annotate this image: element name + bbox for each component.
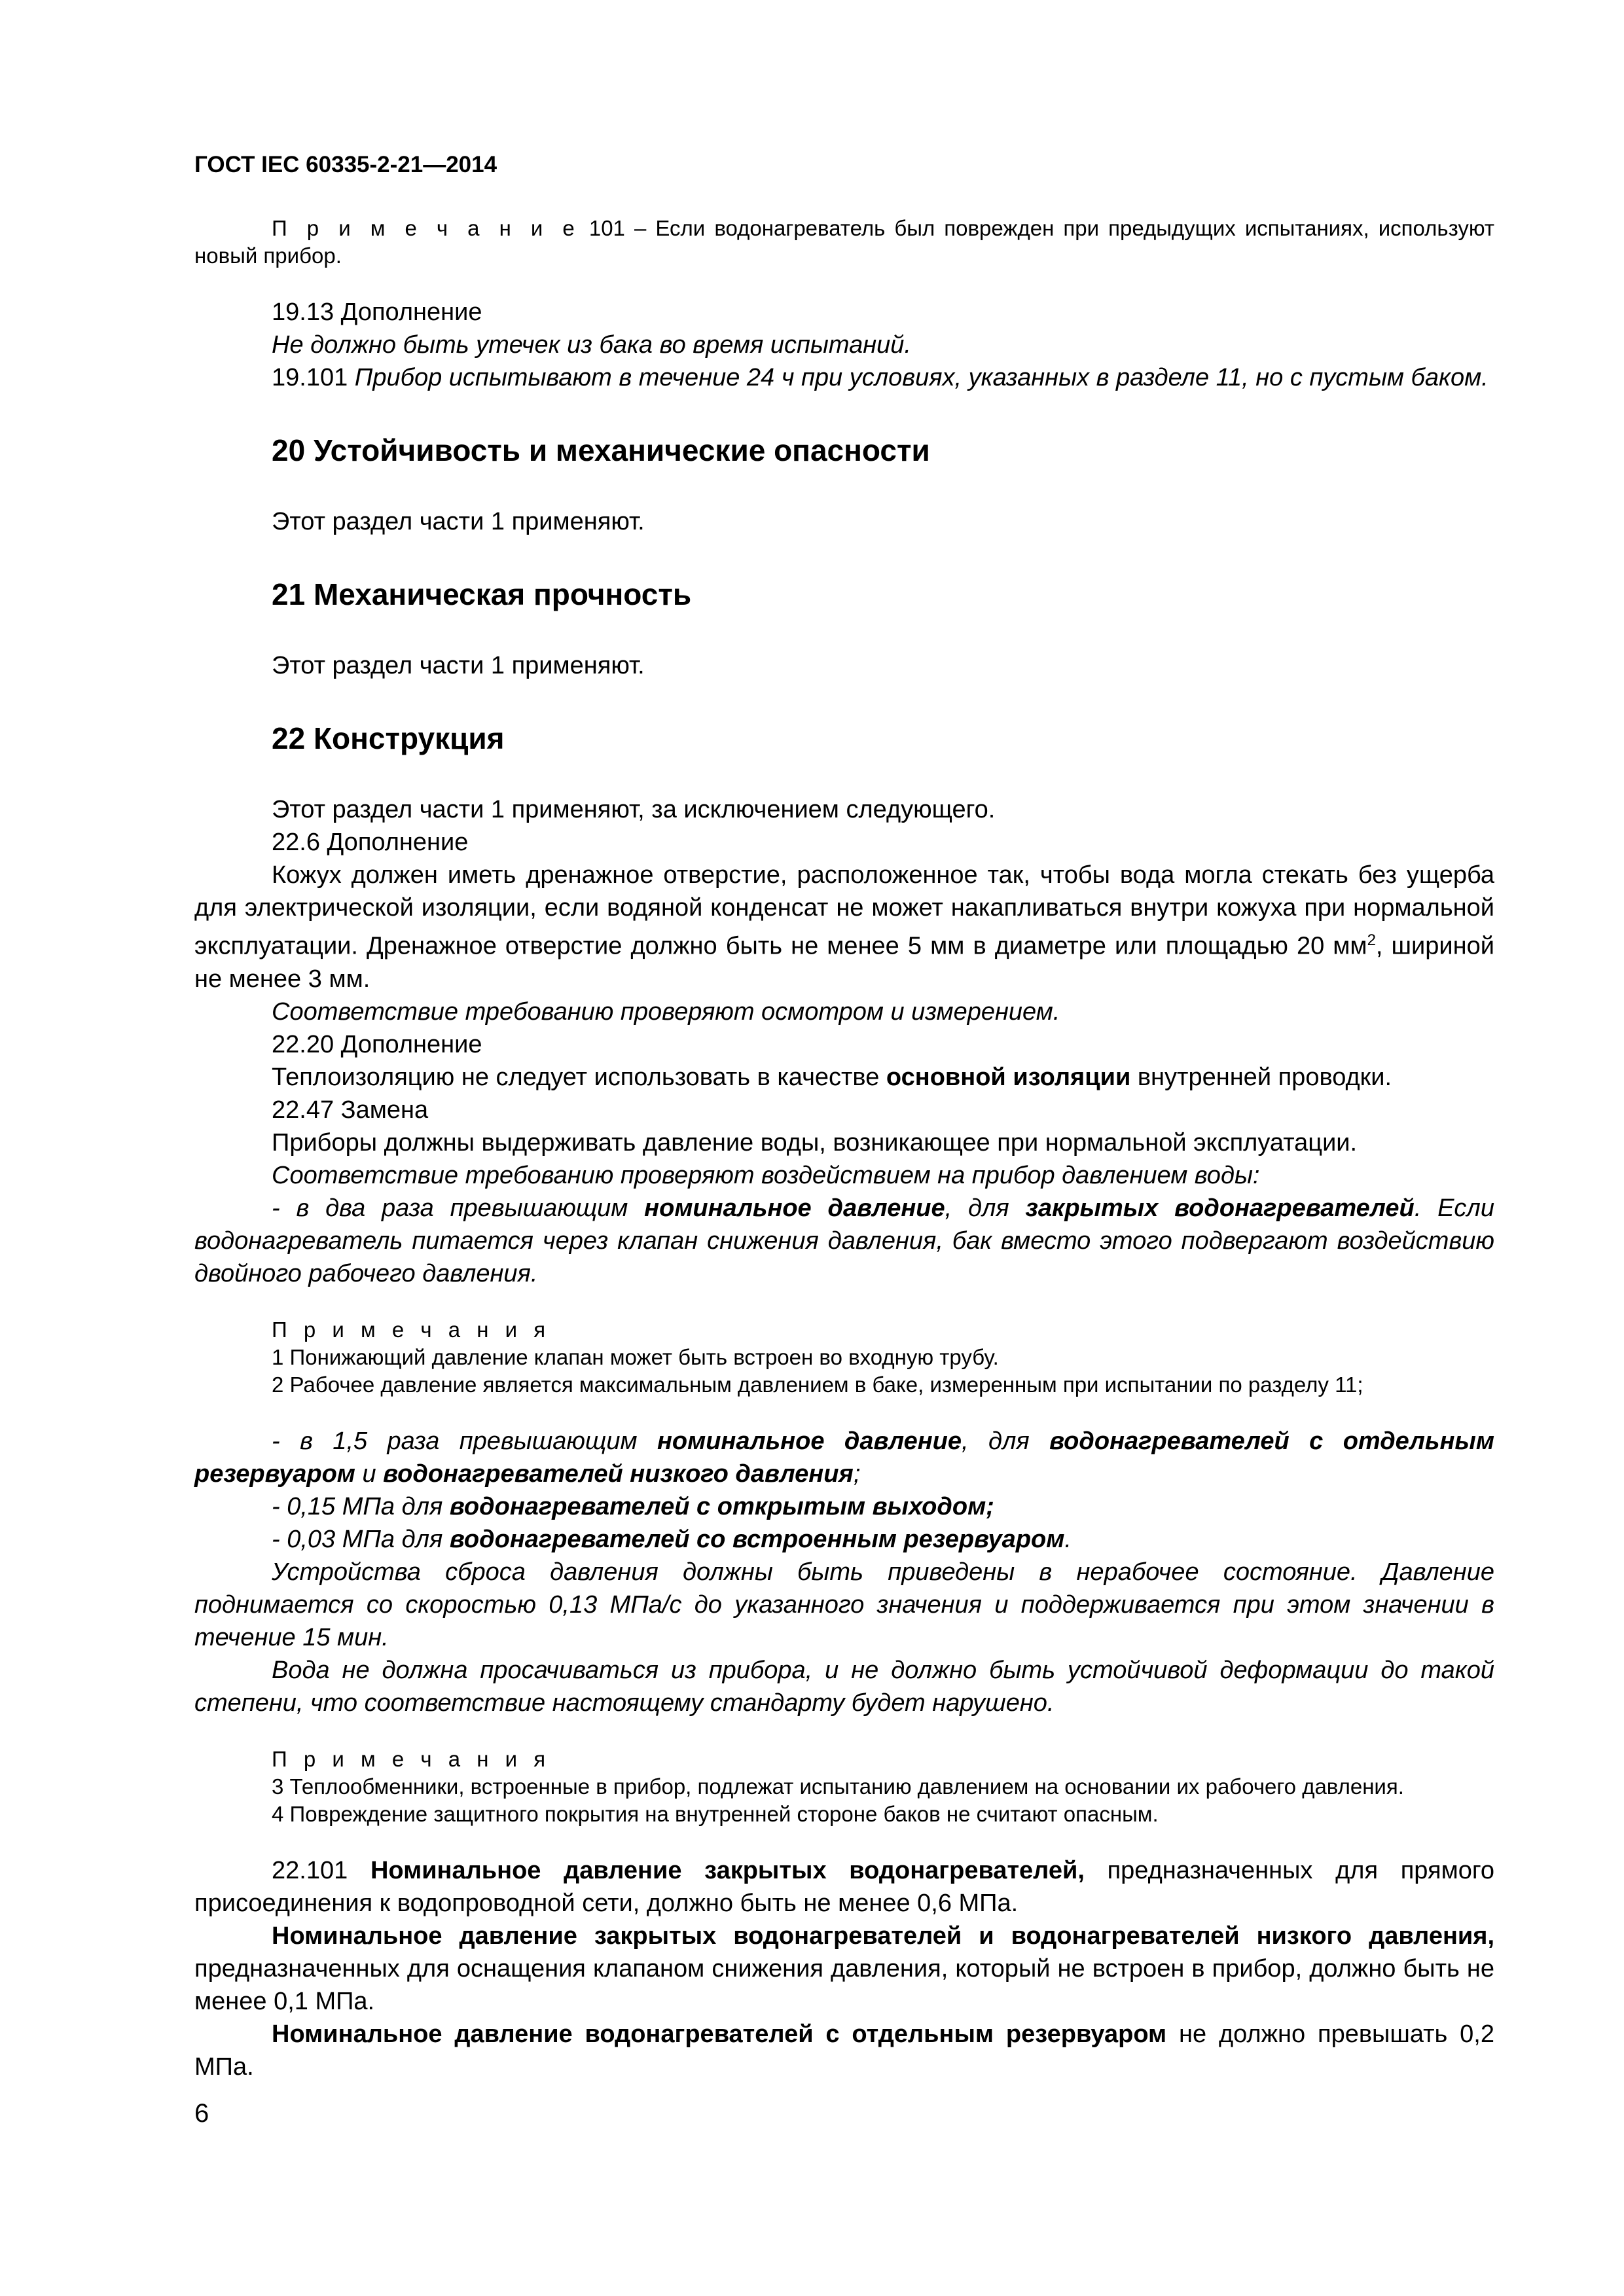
note-3: 3 Теплообменники, встроенные в прибор, подлежат испытанию давлением на основании их рабочего давления. [272, 1774, 1404, 1799]
bullet-double-pressure [194, 1192, 1494, 1290]
text-run: и [355, 1460, 384, 1488]
text-run: , для [945, 1194, 1026, 1222]
relief-devices-text: Устройства сброса давления должны быть приведены в нерабочее состояние. Давление поднимается со скоростью 0,13 МПа/с до указанного значения и поддерживается при этом значении в течение 15 мин. [194, 1558, 1494, 1651]
clause-22-101-para-2 [194, 1920, 1494, 2018]
text-run: предназначенных для прямого присоединения к водопроводной сети, должно быть не менее 0,6 МПа. [194, 1856, 1494, 1917]
text-run: Теплоизоляцию не следует использовать в качестве [272, 1063, 886, 1091]
clause-22-47-text: Приборы должны выдерживать давление воды, возникающее при нормальной эксплуатации. [272, 1128, 1358, 1157]
defined-term: основной изоляции [886, 1063, 1131, 1091]
clause-22-101 [194, 1854, 1494, 1920]
clause-22-6-check: Соответствие требованию проверяют осмотром и измерением. [272, 997, 1060, 1026]
note-101 [194, 215, 1494, 270]
superscript: 2 [1367, 931, 1376, 949]
note-4: 4 Повреждение защитного покрытия на внутренней стороне баков не считают опасным. [272, 1801, 1159, 1826]
clause-22-20-text [194, 1061, 1494, 1094]
clause-22-6-title: 22.6 Дополнение [272, 829, 469, 856]
defined-term: закрытых водонагревателей [1025, 1194, 1415, 1222]
text-run: - в 1,5 раза превышающим [272, 1427, 657, 1455]
note-label: П р и м е ч а н и е [272, 216, 580, 240]
note-text: 101 – Если водонагреватель был поврежден при предыдущих испытаниях, используют новый прибор. [194, 216, 1495, 268]
defined-term: водонагревателей с отдельным резервуаром [194, 1427, 1494, 1488]
text-run: не должно превышать 0,2 МПа. [194, 2020, 1494, 2081]
bullet-0-03-mpa [194, 1523, 1494, 1556]
bullet-0-15-mpa [194, 1490, 1494, 1523]
defined-term: номинальное давление [657, 1427, 962, 1455]
clause-22-6-text-b: , шириной не менее 3 мм. [194, 932, 1494, 993]
note-1: 1 Понижающий давление клапан может быть встроен во входную трубу. [272, 1344, 999, 1369]
defined-term: Номинальное давление закрытых водонагревателей, [370, 1856, 1085, 1884]
section-21-text: Этот раздел части 1 применяют. [272, 652, 645, 679]
clause-number: 22.101 [272, 1856, 370, 1884]
bullet-1-5-pressure [194, 1425, 1494, 1490]
clause-19-13-title: 19.13 Дополнение [272, 298, 482, 326]
text-run: - 0,15 МПа для [272, 1492, 450, 1520]
notes-1-label: П р и м е ч а н и я [272, 1317, 551, 1342]
document-header: ГОСТ IEC 60335-2-21—2014 [194, 152, 497, 177]
section-21-heading: 21 Механическая прочность [272, 577, 692, 611]
section-20-text: Этот раздел части 1 применяют. [272, 508, 645, 535]
clause-22-20-title: 22.20 Дополнение [272, 1030, 482, 1058]
clause-22-6-text [194, 859, 1494, 996]
clause-22-47-title: 22.47 Замена [272, 1096, 429, 1124]
defined-term: водонагревателей низкого давления [383, 1460, 854, 1488]
defined-term: водонагревателей с открытым выходом; [449, 1492, 994, 1520]
text-run: - в два раза превышающим [272, 1194, 645, 1222]
text-run: , для [962, 1427, 1050, 1455]
clause-19-13-requirement: Не должно быть утечек из бака во время испытаний. [272, 331, 911, 359]
section-22-intro: Этот раздел части 1 применяют, за исключением следующего. [272, 796, 996, 823]
clause-number: 19.101 [272, 364, 355, 391]
clause-22-101-para-3 [194, 2018, 1494, 2083]
text-run: . Если водонагреватель питается через клапан снижения давления, бак вместо этого подвергают воздействию двойного рабочего давления. [194, 1194, 1494, 1287]
clause-text: Прибор испытывают в течение 24 ч при условиях, указанных в разделе 11, но с пустым баком. [354, 364, 1489, 391]
section-22-heading: 22 Конструкция [272, 721, 505, 755]
defined-term: номинальное давление [644, 1194, 945, 1222]
defined-term: водонагревателей со встроенным резервуаром [449, 1525, 1065, 1553]
text-run: . [1064, 1525, 1072, 1553]
clause-22-6-text-a: Кожух должен иметь дренажное отверстие, расположенное так, чтобы вода могла стекать без ущерба для электрической изоляции, если водяной конденсат не может накапливаться внутри кожуха при нормальной эксплуатации. Дренажное отверстие должно быть не менее 5 мм в диаметре или площадью 20 мм [194, 861, 1494, 960]
defined-term: Номинальное давление закрытых водонагревателей и водонагревателей низкого давления, [272, 1922, 1494, 1950]
text-run: предназначенных для оснащения клапаном снижения давления, который не встроен в прибор, должно быть не менее 0,1 МПа. [194, 1954, 1494, 2015]
defined-term: Номинальное давление водонагревателей с отдельным резервуаром [272, 2020, 1167, 2048]
section-20-heading: 20 Устойчивость и механические опасности [272, 433, 930, 467]
page-number: 6 [194, 2099, 209, 2128]
note-2: 2 Рабочее давление является максимальным давлением в баке, измеренным при испытании по разделу 11; [272, 1372, 1363, 1397]
text-run: внутренней проводки. [1130, 1063, 1392, 1091]
clause-22-47-check: Соответствие требованию проверяют воздействием на прибор давлением воды: [272, 1161, 1260, 1189]
notes-2-label: П р и м е ч а н и я [272, 1746, 551, 1771]
text-run: - 0,03 МПа для [272, 1525, 450, 1553]
no-leak-text: Вода не должна просачиваться из прибора, и не должно быть устойчивой деформации до такой степени, что соответствие настоящему стандарту будет нарушено. [194, 1656, 1494, 1717]
page-content [194, 151, 1494, 2083]
clause-19-101 [194, 361, 1494, 394]
text-run: ; [853, 1460, 861, 1488]
